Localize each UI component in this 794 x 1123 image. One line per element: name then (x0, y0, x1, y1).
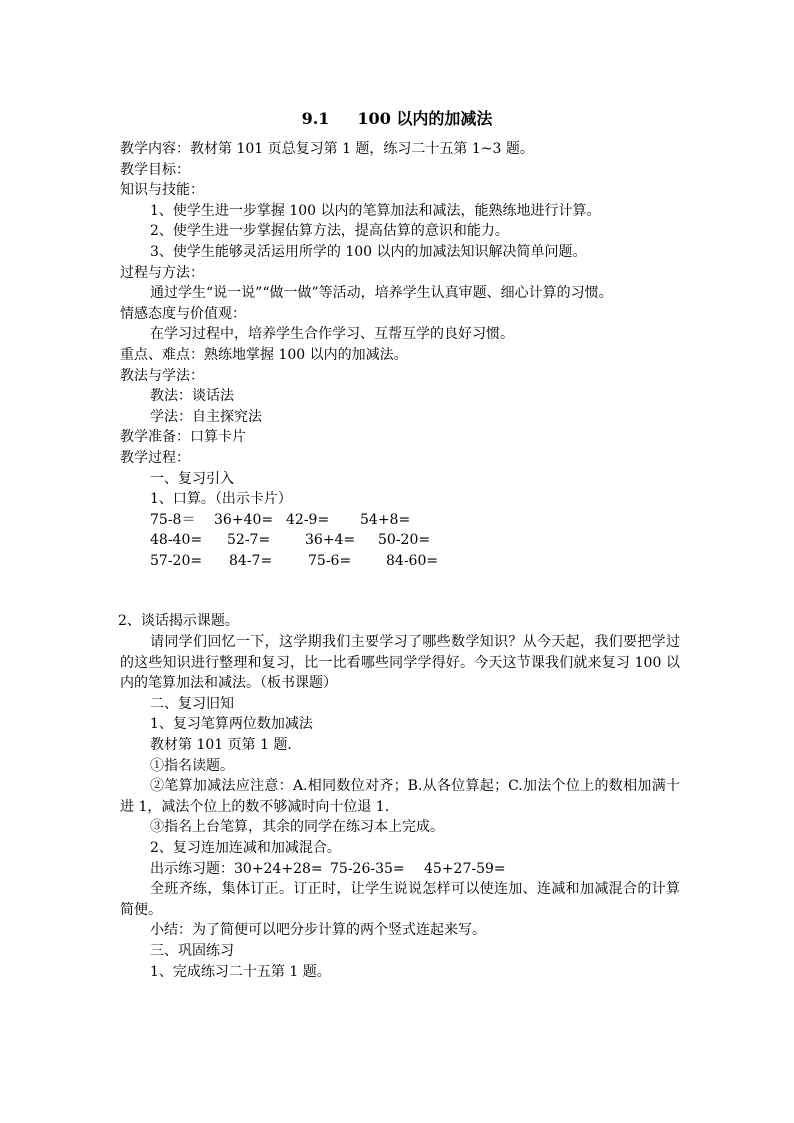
intro-paragraph: 请同学们回忆一下，这学期我们主要学习了哪些数学知识？从今天起，我们要把学过的这些知识进行整理和复习，比一比看哪些同学学得好。今天这节课我们就来复习 100 以内的笔算加法和减法。（板书课题） (120, 634, 680, 692)
oral-calc-heading: 1、口算。（出示卡片） (150, 491, 292, 508)
key-points: 重点、难点：熟练地掌握 100 以内的加减法。 (120, 346, 408, 363)
title-text: 100 以内的加减法 (357, 109, 493, 128)
oral-item: 54+8= (360, 511, 411, 528)
exercise-row (120, 859, 680, 880)
oral-item: 48-40= (150, 532, 203, 549)
oral-row-2 (120, 530, 680, 551)
oral-item: 57-20= (150, 552, 203, 569)
learning-method: 学法：自主探究法 (150, 408, 262, 425)
oral-item: 84-7= (229, 552, 273, 569)
process-heading: 过程与方法： (120, 264, 204, 281)
oral-item: 75-6= (308, 552, 352, 569)
teaching-content: 教学内容：教材第 101 页总复习第 1 题，练习二十五第 1~3 题。 (120, 141, 534, 157)
textbook-ref: 教材第 101 页第 1 题. (150, 737, 292, 754)
review-mixed-heading: 2、复习连加连减和加减混合。 (150, 840, 341, 856)
step-2: ②笔算加减法应注意：A.相同数位对齐；B.从各位算起；C.加法个位上的数相加满十进 1，减法个位上的数不够减时向十位退 1. (120, 778, 680, 815)
oral-row-3 (120, 551, 680, 572)
step-3: ③指名上台笔算，其余的同学在练习本上完成。 (150, 819, 444, 836)
exercise-item: 75-26-35= (330, 860, 405, 877)
process-steps-heading: 教学过程： (120, 449, 190, 466)
oral-item: 36+4= (305, 532, 356, 549)
exercise-item: 30+24+28= (234, 860, 323, 877)
page-title (0, 106, 794, 129)
knowledge-item-2: 2、使学生进一步掌握估算方法，提高估算的意识和能力。 (150, 223, 509, 240)
summary: 小结：为了简便可以吧分步计算的两个竖式连起来写。 (150, 922, 486, 939)
topic-reveal-heading: 2、谈话揭示课题。 (118, 613, 239, 630)
practice-paragraph: 全班齐练，集体订正。订正时，让学生说说怎样可以使连加、连减和加减混合的计算简便。 (120, 881, 680, 918)
oral-item: 52-7= (227, 532, 271, 549)
section-3-heading: 三、巩固练习 (150, 942, 234, 959)
exercise-item: 45+27-59= (424, 860, 506, 877)
title-number: 9.1 (301, 109, 330, 128)
knowledge-item-1: 1、使学生进一步掌握 100 以内的笔算加法和减法，能熟练地进行计算。 (150, 202, 601, 219)
section-2-heading: 二、复习旧知 (150, 695, 234, 712)
review-written-heading: 1、复习笔算两位数加减法 (150, 716, 313, 733)
oral-item: 75-8＝ (150, 511, 196, 528)
teaching-goals-heading: 教学目标： (120, 161, 190, 178)
teaching-method: 教法：谈话法 (150, 388, 234, 405)
preparation: 教学准备：口算卡片 (120, 429, 246, 446)
emotion-heading: 情感态度与价值观： (120, 305, 246, 322)
lesson-plan-body (120, 139, 680, 982)
oral-item: 36+40= (214, 511, 274, 528)
oral-item: 50-20= (378, 532, 431, 549)
oral-item: 42-9= (286, 511, 330, 528)
exercise-label: 出示练习题： (150, 860, 234, 877)
knowledge-heading: 知识与技能： (120, 182, 204, 199)
consolidation-item-1: 1、完成练习二十五第 1 题。 (150, 963, 331, 980)
process-paragraph: 通过学生“说一说”“做一做”等活动，培养学生认真审题、细心计算的习惯。 (150, 285, 613, 302)
step-1: ①指名读题。 (150, 757, 234, 774)
methods-heading: 教法与学法： (120, 367, 204, 384)
knowledge-item-3: 3、使学生能够灵活运用所学的 100 以内的加减法知识解决简单问题。 (150, 243, 587, 260)
oral-item: 84-60= (386, 552, 439, 569)
oral-row-1 (120, 510, 680, 531)
emotion-paragraph: 在学习过程中，培养学生合作学习、互帮互学的良好习惯。 (150, 326, 514, 343)
section-1-heading: 一、复习引入 (150, 470, 234, 487)
